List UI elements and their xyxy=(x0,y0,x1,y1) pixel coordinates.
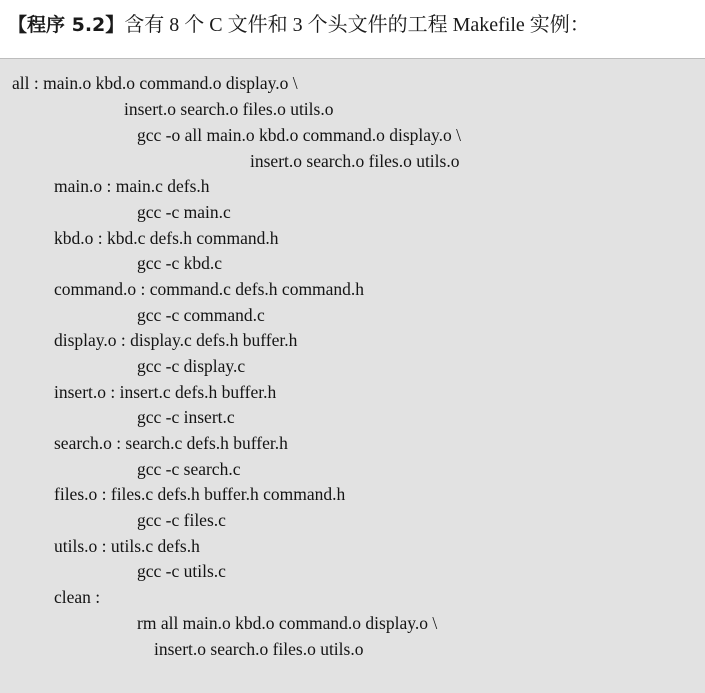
code-line: display.o : display.c defs.h buffer.h xyxy=(54,330,298,350)
program-number-label: 【程序 5.2】 xyxy=(8,14,125,36)
code-line: gcc -c command.c xyxy=(137,305,265,325)
code-line: insert.o search.o files.o utils.o xyxy=(250,151,460,171)
code-line: search.o : search.c defs.h buffer.h xyxy=(54,433,288,453)
code-line: insert.o : insert.c defs.h buffer.h xyxy=(54,382,277,402)
makefile-code-block xyxy=(0,58,705,693)
code-line: command.o : command.c defs.h command.h xyxy=(54,279,365,299)
code-line: gcc -c search.c xyxy=(137,459,241,479)
code-line: rm all main.o kbd.o command.o display.o \ xyxy=(137,613,438,633)
code-line: gcc -c main.c xyxy=(137,202,231,222)
code-line: clean : xyxy=(54,587,101,607)
code-line: gcc -c kbd.c xyxy=(137,253,223,273)
code-line: gcc -c files.c xyxy=(137,510,226,530)
code-line: utils.o : utils.c defs.h xyxy=(54,536,200,556)
program-caption-text: 含有 8 个 C 文件和 3 个头文件的工程 Makefile 实例： xyxy=(124,14,590,36)
code-line: kbd.o : kbd.c defs.h command.h xyxy=(54,228,279,248)
code-line: gcc -o all main.o kbd.o command.o display.o \ xyxy=(137,125,462,145)
code-line: gcc -c utils.c xyxy=(137,561,226,581)
code-line: files.o : files.c defs.h buffer.h command.h xyxy=(54,484,346,504)
code-line: all : main.o kbd.o command.o display.o \ xyxy=(12,73,298,93)
code-line: gcc -c insert.c xyxy=(137,407,235,427)
program-caption xyxy=(8,10,703,40)
code-line: main.o : main.c defs.h xyxy=(54,176,210,196)
code-line: insert.o search.o files.o utils.o xyxy=(124,99,334,119)
code-line: insert.o search.o files.o utils.o xyxy=(154,639,364,659)
code-line: gcc -c display.c xyxy=(137,356,246,376)
